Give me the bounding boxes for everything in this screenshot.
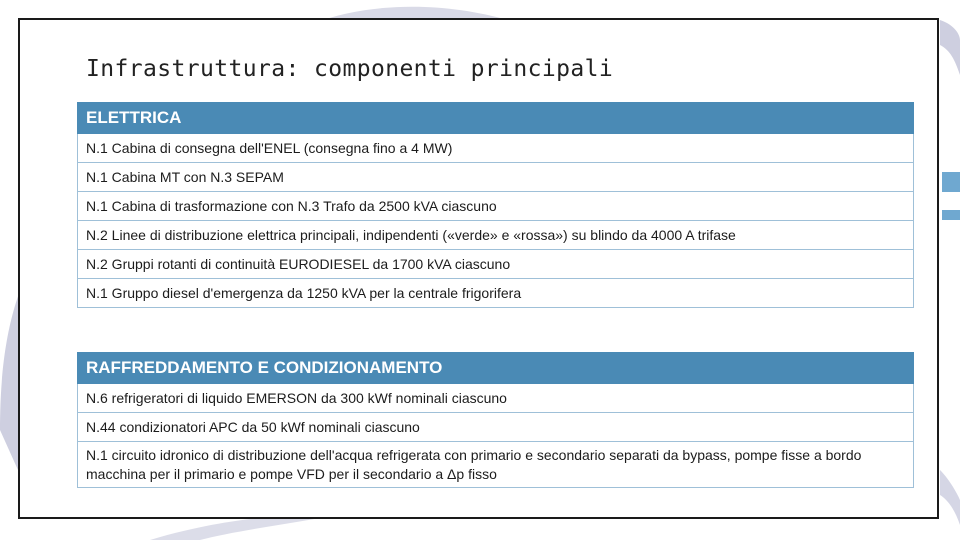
raffreddamento-table	[77, 352, 914, 488]
raffreddamento-row-1: N.6 refrigeratori di liquido EMERSON da 300 kWf nominali ciascuno	[78, 384, 914, 413]
slide-title: Infrastruttura: componenti principali	[86, 56, 614, 82]
table-row	[78, 413, 914, 442]
elettrica-row-4: N.2 Linee di distribuzione elettrica principali, indipendenti («verde» e «rossa») su blindo da 4000 A trifase	[78, 221, 914, 250]
elettrica-table	[77, 102, 914, 308]
elettrica-row-1: N.1 Cabina di consegna dell'ENEL (consegna fino a 4 MW)	[78, 134, 914, 163]
table-row	[78, 442, 914, 488]
raffreddamento-header: RAFFREDDAMENTO E CONDIZIONAMENTO	[78, 353, 914, 384]
elettrica-row-2: N.1 Cabina MT con N.3 SEPAM	[78, 163, 914, 192]
table-row	[78, 250, 914, 279]
accent-mark-2	[942, 210, 960, 220]
elettrica-header: ELETTRICA	[78, 103, 914, 134]
elettrica-row-6: N.1 Gruppo diesel d'emergenza da 1250 kVA per la centrale frigorifera	[78, 279, 914, 308]
table-header-row	[78, 103, 914, 134]
swoosh-arc-right	[940, 20, 960, 75]
raffreddamento-row-2: N.44 condizionatori APC da 50 kWf nominali ciascuno	[78, 413, 914, 442]
table-row	[78, 384, 914, 413]
table-row	[78, 134, 914, 163]
swoosh-arc-bottom	[150, 518, 320, 540]
table-row	[78, 163, 914, 192]
table-header-row	[78, 353, 914, 384]
swoosh-arc-bottom-right	[940, 470, 960, 525]
table-row	[78, 192, 914, 221]
accent-mark-1	[942, 172, 960, 192]
table-row	[78, 221, 914, 250]
table-row	[78, 279, 914, 308]
raffreddamento-row-3: N.1 circuito idronico di distribuzione dell'acqua refrigerata con primario e secondario separati da bypass, pompe fisse a bordo macchina per il primario e pompe VFD per il secondario a Δp fisso	[78, 442, 914, 488]
elettrica-row-3: N.1 Cabina di trasformazione con N.3 Trafo da 2500 kVA ciascuno	[78, 192, 914, 221]
elettrica-row-5: N.2 Gruppi rotanti di continuità EURODIESEL da 1700 kVA ciascuno	[78, 250, 914, 279]
